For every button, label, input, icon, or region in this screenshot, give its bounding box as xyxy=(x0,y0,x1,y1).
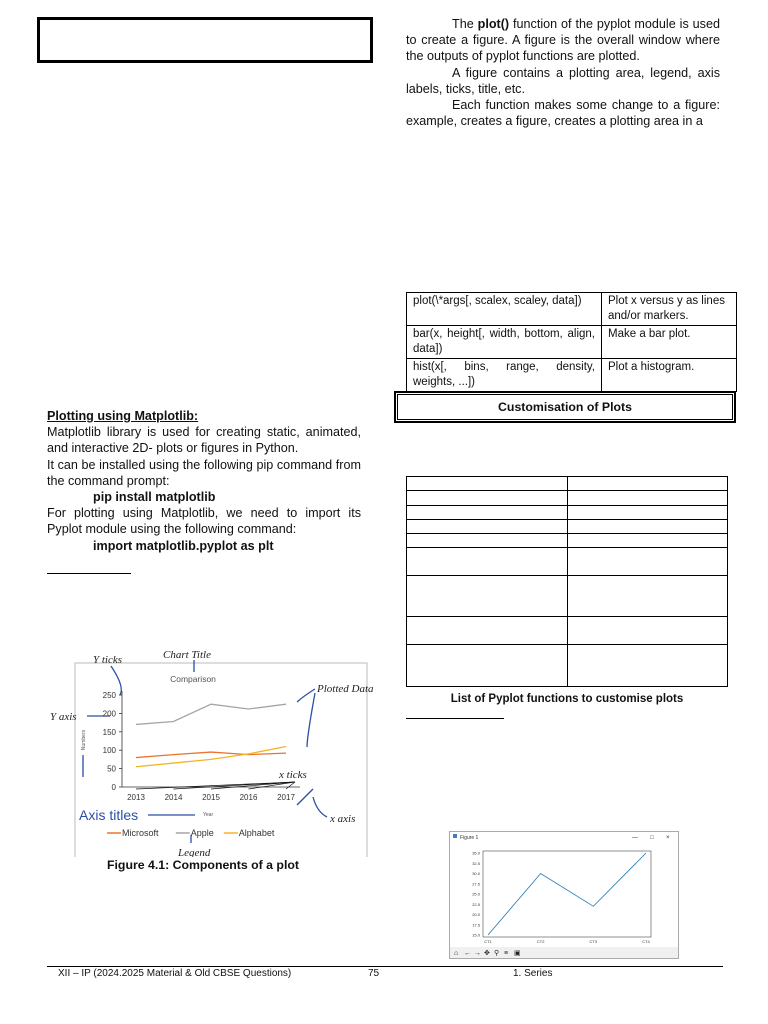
table-cell xyxy=(567,617,728,645)
table-cell xyxy=(567,491,728,506)
function-cell: hist(x[, bins, range, density, weights, ...]) xyxy=(407,359,602,392)
table-cell xyxy=(407,534,568,548)
x-tick-label: 2017 xyxy=(277,793,295,802)
plotting-section xyxy=(47,408,361,554)
table-cell xyxy=(567,520,728,534)
intro-p1-bold: plot() xyxy=(477,17,510,31)
annotation-plotted-data: Plotted Data xyxy=(317,683,374,695)
table-cell xyxy=(407,548,568,576)
x-tick-label: CT2 xyxy=(536,939,545,944)
forward-icon[interactable]: → xyxy=(474,950,481,957)
x-tick-label: 2015 xyxy=(202,793,220,802)
plot-title: Comparison xyxy=(170,674,216,684)
description-cell: Plot a histogram. xyxy=(602,359,737,392)
footer-rule xyxy=(47,966,723,967)
legend-label: Alphabet xyxy=(238,828,275,838)
y-tick-label: 100 xyxy=(102,746,116,756)
components-of-plot-figure xyxy=(45,647,381,857)
intro-p1-post: function of the pyplot module is used to create a figure. A figure is the overall window where the outputs of pyplot functions are plotted. xyxy=(406,17,720,64)
table-cell xyxy=(567,548,728,576)
table-row xyxy=(407,293,737,326)
y-tick-label: 22.5 xyxy=(472,901,480,907)
table-cell xyxy=(407,520,568,534)
table-row xyxy=(407,491,728,506)
command-install: pip install matplotlib xyxy=(93,490,216,505)
table-cell xyxy=(567,477,728,491)
x-tick-label: 2014 xyxy=(164,793,183,802)
annotation-x-ticks: x ticks xyxy=(279,769,307,781)
figure-window xyxy=(449,831,679,959)
annotation-y-ticks: Y ticks xyxy=(93,654,123,666)
intro-p1-pre: The xyxy=(452,17,478,31)
annotation-y-axis: Y axis xyxy=(50,711,77,723)
table-cell xyxy=(407,617,568,645)
command-import: import matplotlib.pyplot as plt xyxy=(93,538,274,553)
table-cell xyxy=(567,645,728,687)
figure-canvas xyxy=(450,841,678,947)
annotation-x-axis: x axis xyxy=(330,813,356,825)
table-row xyxy=(407,576,728,617)
list-caption: List of Pyplot functions to customise plots xyxy=(450,693,684,705)
close-icon[interactable]: × xyxy=(666,835,670,841)
x-tick-label: CT4 xyxy=(642,939,650,944)
zoom-icon[interactable]: ⚲ xyxy=(494,950,500,957)
function-cell: bar(x, height[, width, bottom, align, data]) xyxy=(407,326,602,359)
annotation-chart-title: Chart Title xyxy=(163,649,211,661)
app-icon xyxy=(453,834,457,838)
table-row xyxy=(407,520,728,534)
section-heading: Plotting using Matplotlib: xyxy=(47,409,199,423)
intro-text xyxy=(406,16,720,129)
y-tick-label: 250 xyxy=(102,691,116,700)
legend-label: Apple xyxy=(190,828,214,838)
footer-left: XII – IP (2024.2025 Material & Old CBSE Questions) xyxy=(58,968,292,979)
footer-right: 1. Series xyxy=(513,968,553,979)
table-cell xyxy=(407,506,568,520)
function-cell: plot(\*args[, scalex, scaley, data]) xyxy=(407,293,602,326)
save-icon[interactable]: ▣ xyxy=(514,950,521,957)
y-tick-label: 32.5 xyxy=(472,860,480,866)
x-axis-label: Year xyxy=(203,812,214,818)
intro-paragraph-3: Each function makes some change to a figure: example, creates a figure, creates a plotting area in a xyxy=(406,98,720,129)
divider xyxy=(47,573,131,574)
table-row xyxy=(407,506,728,520)
legend-label: Microsoft xyxy=(122,828,159,838)
table-row xyxy=(407,477,728,491)
figure-caption: Figure 4.1: Components of a plot xyxy=(107,858,299,872)
home-icon[interactable]: ⌂ xyxy=(454,950,459,957)
legend xyxy=(107,828,275,838)
y-tick-label: 15.0 xyxy=(472,932,480,938)
x-tick-label: 2013 xyxy=(127,793,145,802)
minimize-icon[interactable]: — xyxy=(632,835,638,841)
table-row xyxy=(407,548,728,576)
x-tick-label: CT3 xyxy=(589,939,598,944)
table-row xyxy=(407,617,728,645)
table-cell xyxy=(407,477,568,491)
y-tick-label: 27.5 xyxy=(472,881,480,887)
maximize-icon[interactable]: □ xyxy=(650,835,654,841)
window-title: Figure 1 xyxy=(460,835,479,841)
table-cell xyxy=(407,576,568,617)
x-tick-label: 2016 xyxy=(239,793,258,802)
intro-paragraph-1 xyxy=(406,16,720,65)
paragraph: It can be installed using the following pip command from the command prompt: xyxy=(47,457,361,488)
y-tick-label: 17.5 xyxy=(472,922,480,928)
table-row xyxy=(407,645,728,687)
y-tick-label: 200 xyxy=(102,709,116,719)
annotation-axis-titles: Axis titles xyxy=(79,807,139,823)
x-tick-label: CT1 xyxy=(484,939,492,944)
table-cell xyxy=(567,576,728,617)
table-row xyxy=(407,534,728,548)
description-cell: Make a bar plot. xyxy=(602,326,737,359)
functions-table xyxy=(406,292,737,392)
table-row xyxy=(407,359,737,392)
y-axis-label: Numbers xyxy=(81,729,87,751)
title-box xyxy=(37,17,373,63)
back-icon[interactable]: ← xyxy=(464,950,471,957)
customise-functions-table xyxy=(406,476,728,687)
table-cell xyxy=(407,645,568,687)
customisation-heading: Customisation of Plots xyxy=(395,392,735,422)
y-tick-label: 50 xyxy=(107,764,116,774)
paragraph: Matplotlib library is used for creating static, animated, and interactive 2D- plots or figures in Python. xyxy=(47,425,361,456)
table-cell xyxy=(407,491,568,506)
annotation-legend: Legend xyxy=(178,847,211,857)
table-row xyxy=(407,326,737,359)
configure-icon[interactable]: ≡ xyxy=(504,950,509,957)
y-tick-label: 20.0 xyxy=(472,912,480,917)
intro-paragraph-2: A figure contains a plotting area, legend, axis labels, ticks, title, etc. xyxy=(406,65,720,96)
description-cell: Plot x versus y as lines and/or markers. xyxy=(602,293,737,326)
table-cell xyxy=(567,506,728,520)
y-tick-label: 150 xyxy=(102,727,116,737)
window-titlebar xyxy=(450,832,678,841)
y-tick-label: 0 xyxy=(111,783,116,792)
table-cell xyxy=(567,534,728,548)
paragraph: For plotting using Matplotlib, we need to import its Pyplot module using the following command: xyxy=(47,506,361,537)
y-tick-label: 35.0 xyxy=(472,850,480,856)
y-tick-label: 30.0 xyxy=(472,871,480,876)
y-tick-label: 25.0 xyxy=(472,891,480,897)
page-number: 75 xyxy=(368,968,380,979)
divider xyxy=(406,718,504,719)
pan-icon[interactable]: ✥ xyxy=(484,950,490,957)
